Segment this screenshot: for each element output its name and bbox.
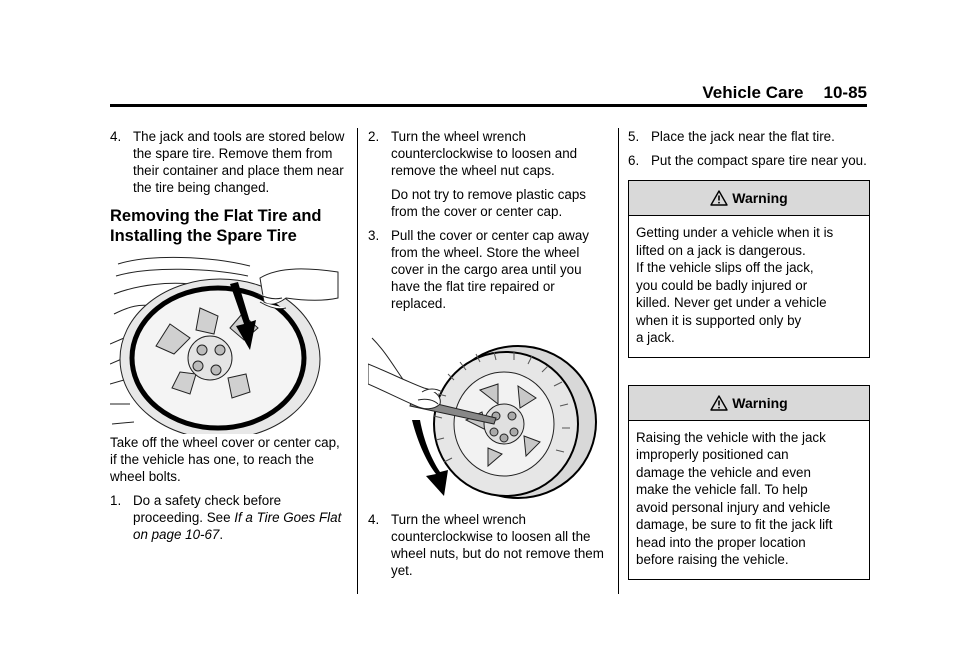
column-2: [368, 128, 608, 586]
warning-box-jack-danger: [628, 180, 870, 358]
column-divider: [357, 128, 358, 594]
warning-title: Warning: [732, 190, 788, 206]
warning-title: Warning: [732, 394, 788, 411]
warning-header: [629, 386, 869, 421]
warning-triangle-icon: [710, 395, 728, 411]
wheel-wrench-illustration: [368, 324, 604, 499]
column-1: [110, 128, 345, 550]
warning-box-jack-positioning: [628, 385, 870, 580]
warning-header: [629, 181, 869, 216]
column-3: [628, 128, 870, 580]
wheel-cover-paragraph: Take off the wheel cover or center cap, if the vehicle has one, to reach the wheel bolts.: [110, 435, 340, 484]
step-5-place-jack: 5. Place the jack near the flat tire.: [628, 129, 835, 144]
wheel-cover-removal-illustration: [110, 254, 340, 434]
page-number: 10-85: [823, 83, 867, 102]
cross-reference-link[interactable]: If a Tire Goes Flat on page 10-67: [133, 510, 342, 542]
step-4-loosen-nuts: 4. Turn the wheel wrench counterclockwise to loosen all the wheel nuts, but do not remove them yet.: [368, 512, 604, 578]
header-rule: [110, 104, 867, 107]
step-2-remove-nut-caps: 2. Turn the wheel wrench counterclockwise to loosen and remove the wheel nut caps. Do not try to remove plastic caps from the cover or center cap.: [368, 128, 608, 220]
step-4-stored-tools: 4. The jack and tools are stored below the spare tire. Remove them from their container and place them near the tire being changed.: [110, 129, 345, 195]
page-header: [110, 82, 867, 104]
warning-triangle-icon: [710, 190, 728, 206]
column-divider: [618, 128, 619, 594]
warning-text: Getting under a vehicle when it is lifted on a jack is dangerous. If the vehicle slips off the jack, you could be badly injured or killed. Never get under a vehicle when it is supported only by a jack.: [636, 225, 834, 345]
section-heading: Removing the Flat Tire and Installing the Spare Tire: [110, 207, 322, 245]
step-3-pull-cover: 3. Pull the cover or center cap away from the wheel. Store the wheel cover in the cargo area until you have the flat tire repaired or replaced.: [368, 228, 589, 311]
section-title: Vehicle Care: [702, 83, 804, 102]
step-1-safety-check: 1. Do a safety check before proceeding. See If a Tire Goes Flat on page 10-67.: [110, 493, 342, 542]
step-2-note: Do not try to remove plastic caps from the cover or center cap.: [391, 187, 586, 219]
warning-text: Raising the vehicle with the jack improperly positioned can damage the vehicle and even make the vehicle fall. To help avoid personal injury and vehicle damage, be sure to fit the jack lift head into the proper location before raising the vehicle.: [636, 429, 833, 567]
step-6-spare-tire: 6. Put the compact spare tire near you.: [628, 153, 867, 168]
